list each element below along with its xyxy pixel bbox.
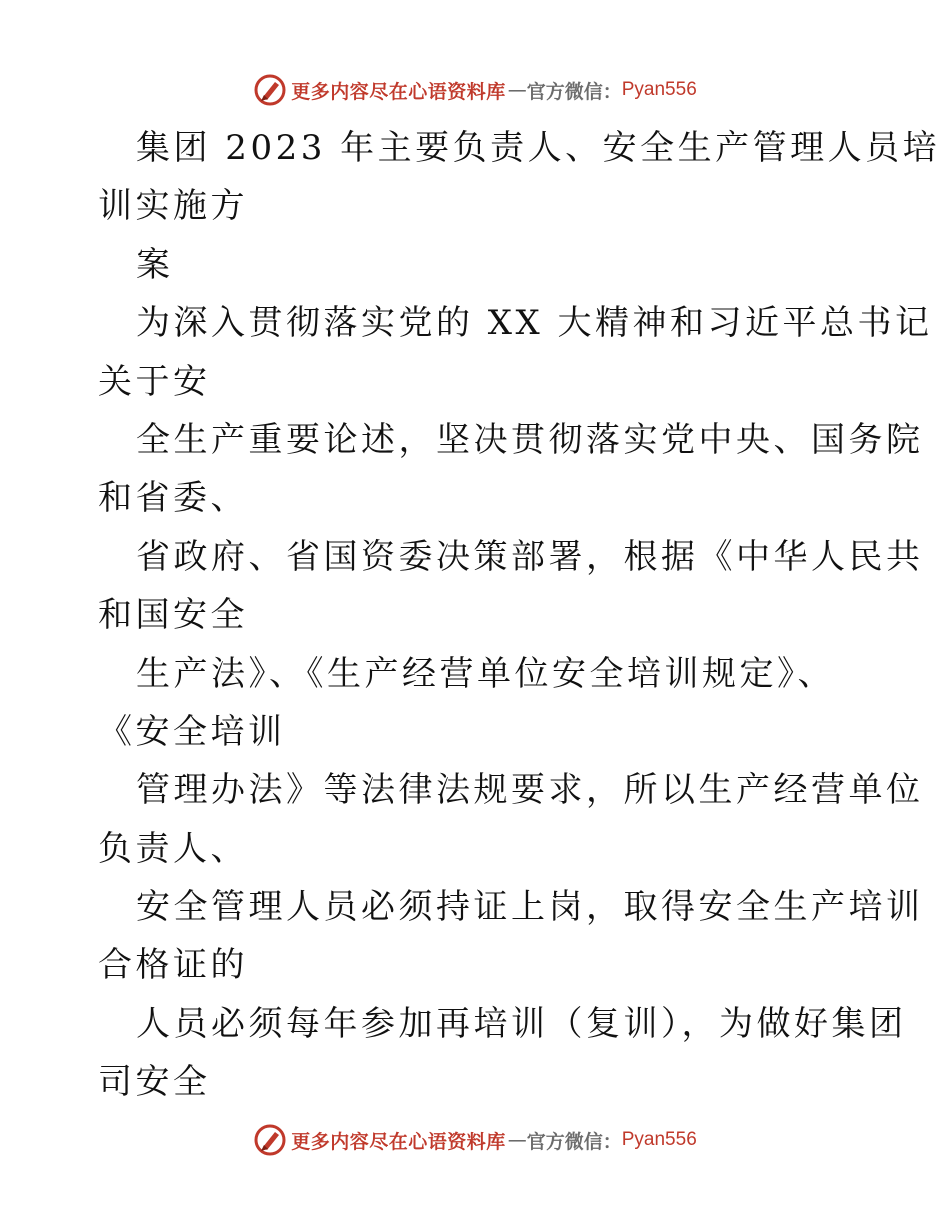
text-line: 集团 2023 年主要负责人、安全生产管理人员培 (136, 128, 941, 168)
watermark-main-text: 更多内容尽在心语资料库 (291, 80, 506, 103)
text-line: 省政府、省国资委决策部署，根据《中华人民共 (136, 536, 924, 577)
text-line: 和国安全 (98, 595, 248, 636)
text-line: 合格证的 (98, 945, 248, 986)
text-line: 《安全培训 (98, 711, 286, 752)
text-line: 关于安 (98, 361, 211, 402)
text-line: 司安全 (98, 1062, 211, 1103)
text-line: 安全管理人员必须持证上岗，取得安全生产培训 (136, 887, 924, 928)
text-line: 人员必须每年参加再培训（复训），为做好集团 (136, 1003, 907, 1044)
pen-logo-icon (253, 1123, 287, 1157)
text-line: 为深入贯彻落实党的 XX 大精神和习近平总书记 (136, 303, 933, 344)
text-line: 负责人、 (98, 828, 248, 869)
text-line: 管理办法》等法律法规要求，所以生产经营单位 (136, 770, 924, 811)
watermark-separator: — (507, 1129, 525, 1151)
text-line: 全生产重要论述，坚决贯彻落实党中央、国务院 (136, 419, 924, 460)
watermark-separator: — (507, 79, 525, 101)
footer-watermark (0, 1120, 950, 1160)
header-watermark (0, 70, 950, 110)
pen-logo-icon (253, 73, 287, 107)
text-line: 和省委、 (98, 478, 248, 519)
watermark-account: Pyan556 (621, 1129, 697, 1150)
text-line: 训实施方 (98, 186, 248, 227)
watermark-wechat-label: 官方微信： (526, 1130, 622, 1153)
watermark-account: Pyan556 (621, 79, 697, 100)
text-line: 生产法》、《生产经营单位安全培训规定》、 (136, 653, 835, 694)
watermark-wechat-label: 官方微信： (526, 80, 622, 103)
watermark-main-text: 更多内容尽在心语资料库 (291, 1130, 506, 1153)
text-line: 案 (136, 244, 174, 285)
document-body (98, 119, 941, 1112)
